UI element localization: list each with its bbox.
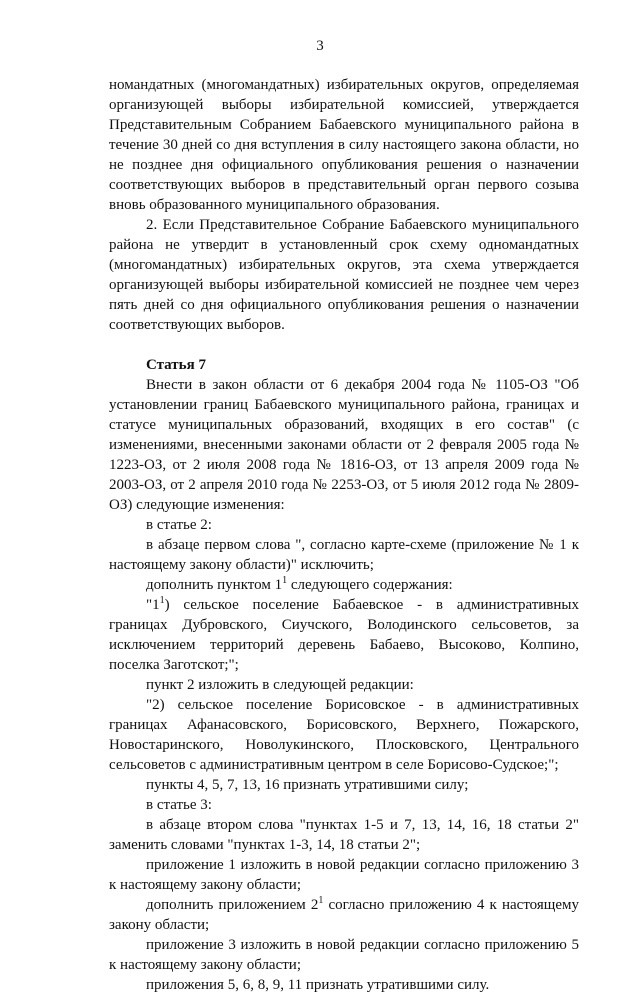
superscript: 1	[282, 575, 288, 586]
paragraph: в статье 2:	[146, 517, 212, 533]
superscript: 1	[159, 595, 165, 606]
paragraph: номандатных (многомандатных) избирательных округов, определяемая организующей выборы избирательной комиссией, утверждается Представительным Собранием Бабаевского муниципального района в течение 30 дней со дня вступления в силу настоящего закона области, но не позднее дня официального опубликования решения о назначении соответствующих выборов в представительный орган первого созыва вновь образованного муниципального образования.	[109, 77, 579, 213]
page-number: 3	[316, 38, 324, 54]
paragraph: приложение 1 изложить в новой редакции согласно приложению 3 к настоящему закону области;	[109, 857, 579, 893]
paragraph: дополнить приложением $2^1$ согласно приложению 4 к настоящему закону области;	[109, 895, 579, 933]
paragraph: приложения 5, 6, 8, 9, 11 признать утратившими силу.	[146, 977, 490, 993]
paragraph: пункты 4, 5, 7, 13, 16 признать утратившими силу;	[146, 777, 469, 793]
paragraph: Внести в закон области от 6 декабря 2004 года № 1105-ОЗ "Об установлении границ Бабаевского муниципального района, границах и статусе муниципальных образований, входящих в его состав" (с изменениями, внесенными законами области от 2 февраля 2005 года № 1223-ОЗ, от 2 июля 2008 года № 1816-ОЗ, от 13 апреля 2009 года № 2003-ОЗ, от 2 апреля 2010 года № 2253-ОЗ, от 5 июля 2012 года № 2809-ОЗ) следующие изменения:	[109, 377, 579, 513]
paragraph: 2. Если Представительное Собрание Бабаевского муниципального района не утвердит в установленный срок схему одномандатных (многомандатных) избирательных округов, эта схема утверждается организующей выборы избирательной комиссией не позднее чем через пять дней со дня официального опубликования решения о назначении соответствующих выборов.	[109, 217, 579, 333]
paragraph: "$1^1$) сельское поселение Бабаевское - в административных границах Дубровского, Сиучского, Володинского сельсоветов, за исключением территорий деревень Бабаево, Высоково, Колпино, поселка Заготскот;";	[109, 595, 579, 673]
paragraph: в абзаце первом слова ", согласно карте-схеме (приложение № 1 к настоящему закону области)" исключить;	[109, 537, 579, 573]
paragraph: пункт 2 изложить в следующей редакции:	[146, 677, 414, 693]
paragraph: "2) сельское поселение Борисовское - в административных границах Афанасовского, Борисовского, Верхнего, Пожарского, Новостаринского, Новолукинского, Плосковского, Центрального сельсоветов с административным центром в селе Борисово-Судское;";	[109, 697, 579, 773]
paragraph: приложение 3 изложить в новой редакции согласно приложению 5 к настоящему закону области;	[109, 937, 579, 973]
article-heading: Статья 7	[146, 357, 206, 373]
paragraph: в статье 3:	[146, 797, 212, 813]
superscript: 1	[318, 895, 324, 906]
paragraph: в абзаце втором слова "пунктах 1-5 и 7, 13, 14, 16, 18 статьи 2" заменить словами "пунктах 1-3, 14, 18 статьи 2";	[109, 817, 579, 853]
document-body	[109, 75, 579, 995]
paragraph: дополнить пунктом $1^1$ следующего содержания:	[146, 575, 453, 593]
